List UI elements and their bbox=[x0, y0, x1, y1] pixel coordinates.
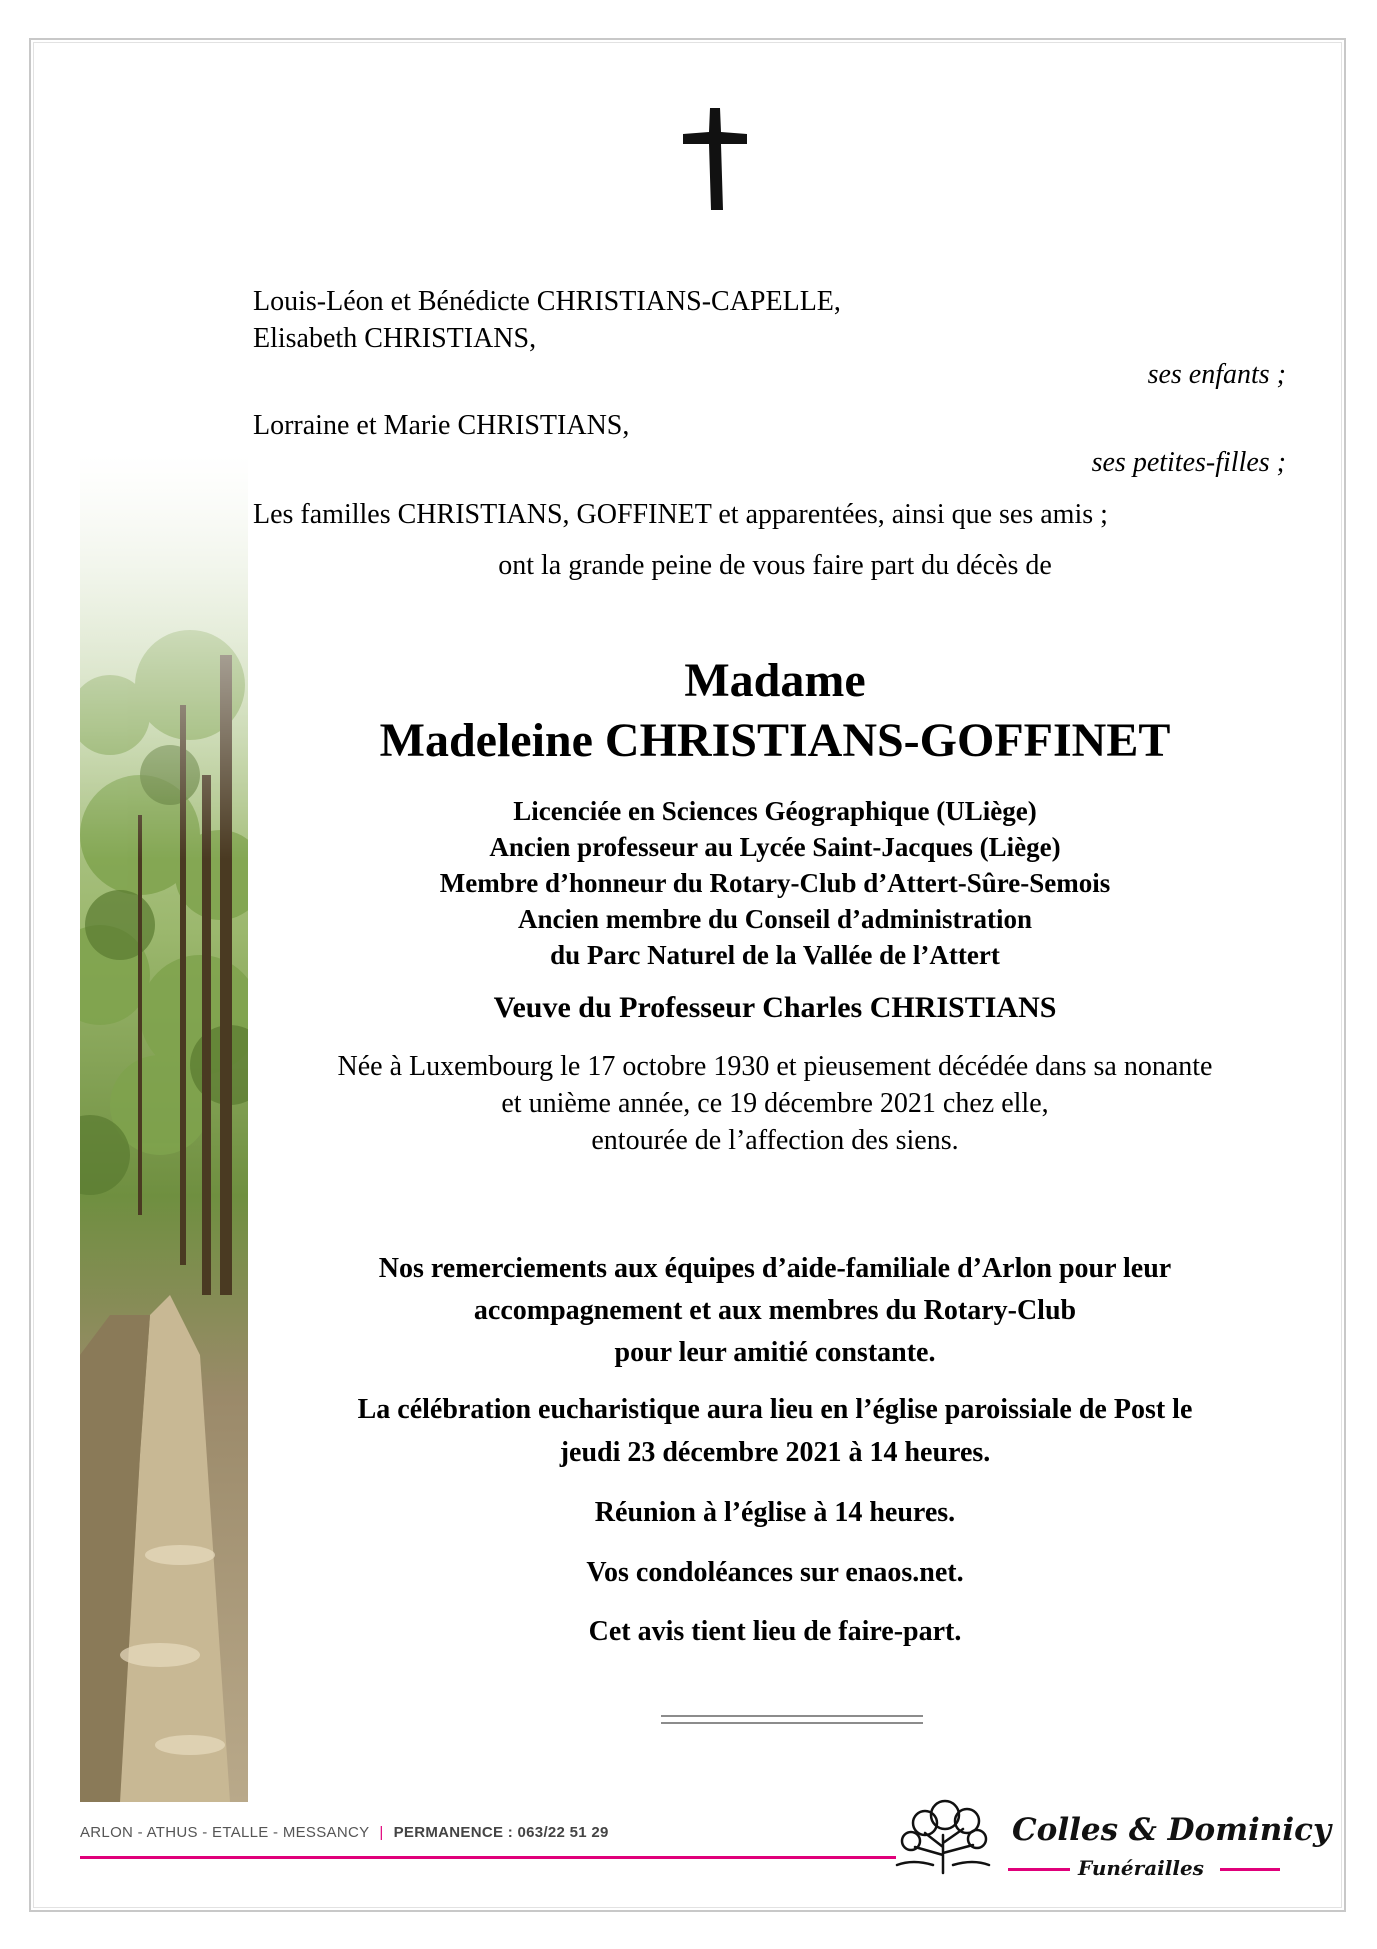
qualification-line: Ancien membre du Conseil d’administration bbox=[517, 904, 1033, 934]
separator-line bbox=[661, 1715, 923, 1717]
thanks-line: accompagnement et aux membres du Rotary-Club bbox=[473, 1295, 1077, 1326]
birth-death-line: entourée de l’affection des siens. bbox=[591, 1125, 959, 1156]
deceased-title: Madame bbox=[684, 654, 866, 707]
condolences-line: Vos condoléances sur enaos.net. bbox=[586, 1557, 964, 1588]
footer-permanence: PERMANENCE : 063/22 51 29 bbox=[393, 1824, 609, 1841]
children-line-2: Elisabeth CHRISTIANS, bbox=[253, 323, 537, 354]
thanks-text bbox=[255, 1248, 1295, 1374]
announce-line: ont la grande peine de vous faire part du décès de bbox=[498, 550, 1052, 581]
forest-path-image bbox=[80, 455, 248, 1802]
children-line-1: Louis-Léon et Bénédicte CHRISTIANS-CAPELLE, bbox=[253, 286, 841, 317]
qualification-line: Ancien professeur au Lycée Saint-Jacques (Liège) bbox=[489, 832, 1061, 862]
meeting-line: Réunion à l’église à 14 heures. bbox=[594, 1497, 956, 1528]
celebration-line-1: La célébration eucharistique aura lieu en l’église paroissiale de Post le bbox=[357, 1394, 1193, 1425]
footer-locations: ARLON - ATHUS - ETALLE - MESSANCY bbox=[80, 1824, 370, 1841]
birth-death-line: Née à Luxembourg le 17 octobre 1930 et pieusement décédée dans sa nonante bbox=[337, 1051, 1213, 1082]
grandchildren-role: ses petites-filles ; bbox=[1091, 447, 1286, 478]
brand-accent-line bbox=[1220, 1868, 1280, 1871]
qualification-line: Licenciée en Sciences Géographique (ULiège) bbox=[513, 796, 1037, 826]
grandchildren-line: Lorraine et Marie CHRISTIANS, bbox=[253, 410, 630, 441]
footer-contact bbox=[80, 1824, 609, 1841]
thanks-line: Nos remerciements aux équipes d’aide-familiale d’Arlon pour leur bbox=[378, 1253, 1172, 1284]
separator-line bbox=[661, 1722, 923, 1724]
celebration-line-2: jeudi 23 décembre 2021 à 14 heures. bbox=[559, 1437, 991, 1468]
brand-accent-line bbox=[1008, 1868, 1070, 1871]
qualification-line: du Parc Naturel de la Vallée de l’Attert bbox=[550, 940, 1000, 970]
deceased-name: Madeleine CHRISTIANS-GOFFINET bbox=[379, 714, 1171, 767]
widow-line: Veuve du Professeur Charles CHRISTIANS bbox=[493, 991, 1057, 1024]
cross-icon bbox=[683, 108, 747, 210]
qualifications bbox=[260, 793, 1290, 973]
thanks-line: pour leur amitié constante. bbox=[614, 1337, 936, 1368]
tree-logo-icon bbox=[893, 1795, 993, 1875]
brand-name: Colles & Dominicy bbox=[1012, 1812, 1331, 1848]
notice-line: Cet avis tient lieu de faire-part. bbox=[588, 1616, 962, 1647]
footer-separator: | bbox=[379, 1824, 384, 1841]
birth-death-text bbox=[255, 1048, 1295, 1159]
footer-accent-line bbox=[80, 1856, 896, 1859]
children-role: ses enfants ; bbox=[1147, 359, 1286, 390]
brand-subtitle: Funérailles bbox=[1078, 1856, 1204, 1880]
qualification-line: Membre d’honneur du Rotary-Club d’Attert-Sûre-Semois bbox=[439, 868, 1111, 898]
families-line: Les familles CHRISTIANS, GOFFINET et apparentées, ainsi que ses amis ; bbox=[253, 499, 1108, 530]
birth-death-line: et unième année, ce 19 décembre 2021 chez elle, bbox=[501, 1088, 1049, 1119]
